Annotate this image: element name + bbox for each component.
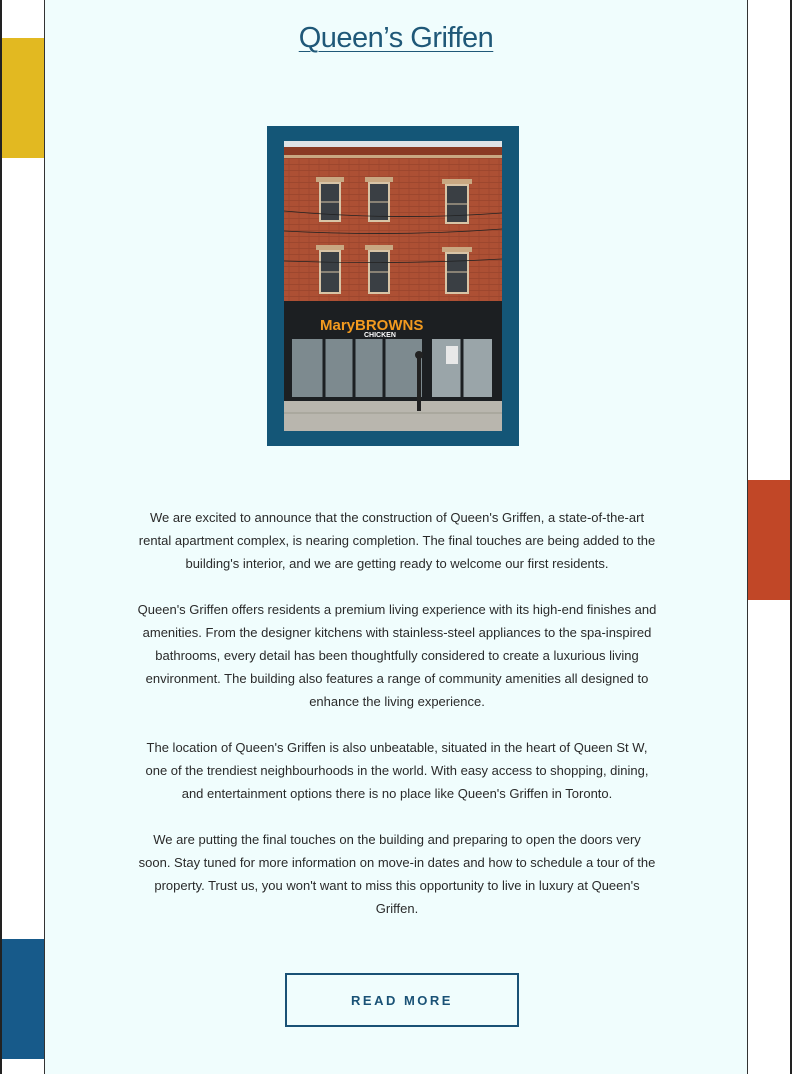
building-photo — [284, 141, 502, 431]
read-more-button[interactable]: READ MORE — [285, 973, 519, 1027]
red-accent-bar — [748, 480, 790, 600]
article-paragraph-3 — [137, 736, 657, 805]
paragraph-text: We are putting the final touches on the building and preparing to open the doors very soon. Stay tuned for more information on move-in dates and how to schedule a tour of the property. Trust us, you won't want to miss this opportunity to live in luxury at Queen's Griffen. — [138, 832, 656, 916]
yellow-accent-bar — [2, 38, 44, 158]
title-link[interactable]: Queen’s Griffen — [298, 22, 494, 54]
page-title — [45, 22, 747, 55]
photo-frame — [267, 126, 519, 446]
svg-text:CHICKEN: CHICKEN — [364, 332, 396, 339]
paragraph-text: The location of Queen's Griffen is also unbeatable, situated in the heart of Queen St W, one of the trendiest neighbourhoods in the world. With easy access to shopping, dining, and entertainment options there is no place like Queen's Griffen in Toronto. — [145, 740, 649, 801]
article-paragraph-4 — [137, 828, 657, 920]
paragraph-text: Queen's Griffen offers residents a premium living experience with its high-end finishes and amenities. From the designer kitchens with stainless-steel appliances to the spa-inspired bathrooms, every detail has been thoughtfully considered to create a luxurious living environment. The building also features a range of community amenities all designed to enhance the living experience. — [137, 602, 657, 709]
blue-accent-bar — [2, 939, 44, 1059]
paragraph-text: We are excited to announce that the construction of Queen's Griffen, a state-of-the-art rental apartment complex, is nearing completion. The final touches are being added to the building's interior, and we are getting ready to welcome our first residents. — [138, 510, 656, 571]
content-panel — [44, 0, 748, 1074]
page-left-border — [0, 0, 2, 1074]
article-paragraph-2 — [137, 598, 657, 713]
svg-text:MaryBROWNS: MaryBROWNS — [320, 317, 424, 334]
article-paragraph-1 — [137, 506, 657, 575]
